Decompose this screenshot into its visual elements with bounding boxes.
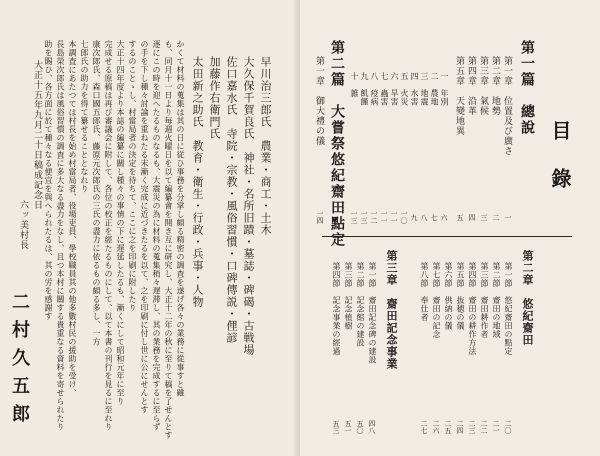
toc-page-number: 二〇	[504, 420, 512, 434]
toc-page-number: 一	[504, 214, 512, 221]
preface-line: の手を下し種々討論を重ねたる末漸く完成に近づきたるを以て、之を印刷に付し世に公にせんとす	[140, 40, 149, 414]
committee-member-2: 大久保千賀良氏 神社・名所旧蹟・墓誌・碑碣・古戦場	[242, 56, 255, 356]
preface-line: 逐にこの時を迎へたるものなるも、大震災の為に材料の蒐集稍々遅滞し、其の業務を完成するに至らず	[152, 40, 161, 431]
preface-line: 大正十四年度より本誌の編纂に關し種々の事情の下に遅延したるも、漸くにして昭和元年に至り	[116, 40, 125, 406]
toc-chapter-heading: 第二章 悠紀齋田	[521, 250, 534, 346]
preface-line: 助を賜ひ、各方面に於て種々なる便宜を與へられたるは、其の労を感謝す	[44, 40, 53, 321]
toc-page-number: 四八	[368, 420, 376, 434]
toc-subentry: 第七節 齋田の記念	[432, 262, 441, 339]
toc-page-number: 五一	[344, 420, 352, 434]
committee-member-5: 太田新之助氏 教育・衛生・行政・兵事・人物	[191, 56, 204, 308]
toc-subentry: 第三節 記念植樹	[344, 262, 353, 330]
toc-subentry: 第四節 記念事業の經過	[332, 262, 341, 356]
committee-member-1: 早川治三郎氏 農業・商工・土木	[259, 56, 272, 236]
committee-member-3: 佐口嘉水氏 寺院・宗教・風俗習慣・口碑傳説・俚諺	[225, 56, 238, 344]
signature-title: 六ッ美村長	[18, 200, 28, 250]
toc-subentry: 第一節 齋田記念碑の建設	[368, 262, 377, 364]
toc-page-number: 五三	[332, 420, 340, 434]
preface-line: 完成せる原稿は再び審議会に附して、各位の校正を經たるものにして、以て本書の刊行を見るに至れり	[104, 40, 113, 431]
preface-line: も、同月十一日より毎週火曜日を以て編纂會を開き互に研究し、大正十二年の秋に至りて稿を了せんとす	[164, 40, 173, 440]
toc-page-number: 一四	[316, 210, 324, 224]
toc-entry: 第二章 地勢	[490, 56, 500, 116]
toc-subentry: 三 地震	[420, 72, 429, 106]
committee-member-4: 加藤作右衛門氏	[208, 56, 221, 140]
toc-page-number: 三	[480, 214, 488, 221]
toc-part-heading: 第一篇 總說	[519, 40, 535, 136]
toc-subentry: 六 旱害	[390, 72, 399, 106]
toc-subentry: 第二節 記念館の建設	[356, 262, 365, 347]
toc-subentry: 一 年別	[440, 72, 449, 106]
toc-page-number: 二三	[468, 420, 476, 434]
toc-page-number: 四	[468, 214, 476, 221]
toc-page-number: 一三	[360, 210, 368, 224]
toc-subentry: 第八節 奉仕者	[420, 262, 429, 322]
toc-page-number: 二四	[456, 420, 464, 434]
toc-page-number: 二六	[432, 420, 440, 434]
toc-entry: 第四章 沿革	[466, 56, 476, 116]
preface-line: 長島榮次郎氏は風俗習慣の調査に多大なる盡力をなし、且つ本村に關する貴重なる資料を寄せられたり	[56, 40, 65, 431]
preface-line: 康次郎氏、森口國五郎氏、藤原元次郎氏の三氏の盡力に依るもの頗る多し、一方	[92, 40, 101, 346]
preface-line: 七郎氏の助力を得て纂せることとなれり	[80, 40, 89, 193]
toc-subentry: 十 雑	[350, 72, 359, 98]
toc-page-number: 一一	[380, 210, 388, 224]
section-divider	[322, 236, 572, 237]
toc-page-number: 二五	[444, 420, 452, 434]
toc-subentry: 四 水害	[410, 72, 419, 106]
toc-subentry: 第六節 供納の儀	[444, 262, 453, 330]
toc-part-heading: 第二篇 大嘗祭悠紀齋田點定	[329, 40, 345, 248]
toc-subentry: 第四節 齋田の耕作方法	[468, 262, 477, 356]
toc-entry: 第五章 天變地異	[454, 56, 464, 136]
signature-name: 二村久五郎	[9, 292, 30, 432]
toc-page-number: 一一	[390, 210, 398, 224]
toc-page-number: 七	[430, 214, 438, 221]
toc-subentry: 第三節 齋田耕作者	[480, 262, 489, 339]
toc-subentry: 五 火災	[400, 72, 409, 106]
toc-subentry: 七 蟲害	[380, 72, 389, 106]
toc-page	[300, 0, 600, 456]
toc-page-number: 一三	[350, 210, 358, 224]
toc-subentry: 九 飢饉	[360, 72, 369, 106]
toc-page-number: 九	[410, 214, 418, 221]
toc-page-number: 一二	[370, 210, 378, 224]
toc-page-number: 五	[456, 214, 464, 221]
toc-subentry: 第一節 悠紀齋田の點定	[504, 262, 513, 356]
toc-chapter-heading: 第三章 齋田記念事業	[385, 250, 398, 370]
toc-page-number: 二一	[492, 420, 500, 434]
preface-line: するのことゝし、村當局者の決定を待ちて、ここに之を印刷に附したり	[128, 40, 137, 312]
toc-page-number: 二	[492, 214, 500, 221]
toc-subentry: 八 疫病	[370, 72, 379, 106]
toc-page-number: 一〇	[400, 210, 408, 224]
toc-subentry: 二 農地	[430, 72, 439, 106]
preface-line: かくて材料の蒐集は其の日に従ひ事務を分掌し頗る精密の調査を遂げ各々の業務に從事すと雖	[176, 40, 185, 397]
toc-page-number: 二七	[420, 420, 428, 434]
preface-line: 本調査にあたつては村長を始め村當局者、役場吏員、學校職員其の他多數村民の援助を受け、	[68, 40, 77, 397]
toc-entry: 第一章 御大禮の儀	[314, 56, 324, 146]
toc-subentry: 第五節 抜穂の儀	[456, 262, 465, 330]
preface-date: 大正十五年九月二十日稿成記念日	[32, 60, 42, 210]
toc-page-number: 二二	[480, 420, 488, 434]
toc-page-number: 六	[440, 214, 448, 221]
toc-title: 目錄	[548, 120, 572, 216]
toc-subentry: 第二節 齋田の地域	[492, 262, 501, 339]
toc-entry: 第三章 氣候	[478, 56, 488, 116]
toc-entry: 第一章 位置及び廣さ	[502, 56, 512, 156]
toc-page-number: 五〇	[356, 420, 364, 434]
toc-page-number: 八	[420, 214, 428, 221]
